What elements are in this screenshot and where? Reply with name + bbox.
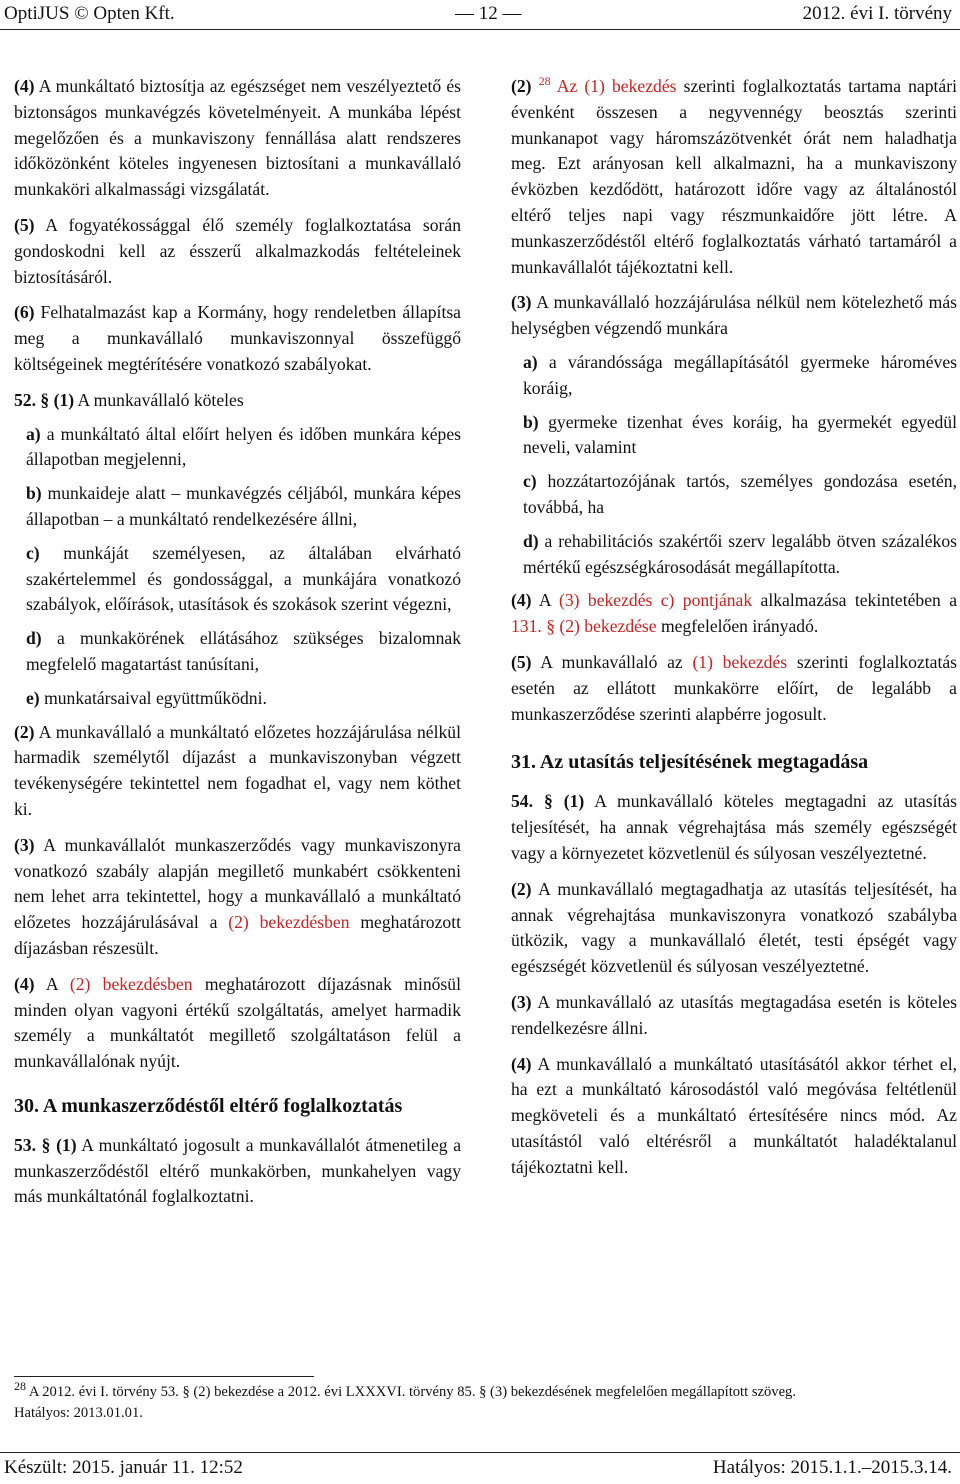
section-53-list xyxy=(511,350,957,580)
section-54-p1: 54. § (1) A munkavállaló köteles megtagadni az utasítás teljesítését, ha annak végrehajtása más személy egészségét vagy a környezetet közvetlenül és súlyosan veszélyeztetné. xyxy=(511,791,957,863)
header-rule xyxy=(0,29,960,30)
list-item-text: munkáját személyesen, az általában elvárható szakértelemmel és gondossággal, a munkájára vonatkozó szabályok, előírások, utasítások és szokások szerint végezni, xyxy=(26,542,462,615)
list-item-text: a munkáltató által előírt helyen és időben munkára képes állapotban megjelenni, xyxy=(26,423,461,470)
list-item-text: munkatársaival együttműködni. xyxy=(44,687,267,708)
list-item xyxy=(14,686,461,712)
paragraph-4: (4) A munkáltató biztosítja az egészséget nem veszélyeztető és biztonságos munkavégzés követelményeit. A munkába lépést megelőzően és a munkaviszony fennállása alatt rendszeres időközönként köteles ingyenesen biztosítani a munkavállaló munkaköri alkalmassági vizsgálatát. xyxy=(14,76,461,200)
list-item xyxy=(511,469,957,521)
list-item xyxy=(14,481,461,533)
section-53-p1: 53. § (1) A munkáltató jogosult a munkavállalót átmenetileg a munkaszerződéstől eltérő munkakörben, munkahelyen vagy más munkáltatónál foglalkoztatni. xyxy=(14,1134,462,1207)
list-item-letter: c) xyxy=(26,542,40,563)
link-2-bekezdes[interactable]: (2) bekezdésben xyxy=(69,973,193,994)
page-header xyxy=(0,0,960,28)
footnote-text: $^{28}$ A 2012. évi I. törvény 53. § (2) bekezdése a 2012. évi LXXXVI. törvény 85. § (3) bekezdésének megfelelően megállapított szöveg. xyxy=(14,1379,796,1400)
right-column xyxy=(511,74,957,1190)
list-item xyxy=(14,541,461,618)
list-item-letter: b) xyxy=(523,411,539,432)
section-52-p1: 52. § (1) A munkavállaló köteles xyxy=(14,389,244,410)
paragraph-6: (6) Felhatalmazást kap a Kormány, hogy rendeletben állapítsa meg a munkavállaló munkaviszonnyal összefüggő költségeinek megtérítésére vonatkozó szabályokat. xyxy=(14,302,461,374)
heading-30: 30. A munkaszerződéstől eltérő foglalkoztatás xyxy=(14,1094,403,1117)
list-item-letter: d) xyxy=(523,530,539,551)
section-53-p4: (4) A (3) bekezdés c) pontjának alkalmazása tekintetében a 131. § (2) bekezdése megfelelően irányadó. xyxy=(511,590,957,637)
footer-created: Készült: 2015. január 11. 12:52 xyxy=(4,1457,243,1478)
section-52-list xyxy=(14,422,461,712)
list-item-letter: e) xyxy=(26,687,40,708)
footer-rule xyxy=(0,1452,960,1453)
footnote xyxy=(14,1379,954,1424)
list-item xyxy=(511,529,957,581)
section-53-p5: (5) A munkavállaló az (1) bekezdés szerinti foglalkoztatás esetén az ellátott munkakörre előírt, de legalább a munkaszerződése szerinti alapbérre jogosult. xyxy=(511,651,958,724)
link-2-bekezdes[interactable]: (2) bekezdésben xyxy=(228,912,350,933)
section-54-p4: (4) A munkavállaló a munkáltató utasításától akkor térhet el, ha ezt a munkáltató károsodástól való megóvása feltétlenül megköveteli és a munkáltató értesítésére nincs mód. Az utasítástól való eltérésről a munkáltatót haladéktalanul tájékoztatni kell. xyxy=(511,1053,957,1177)
list-item-text: a várandóssága megállapításától gyermeke hároméves koráig, xyxy=(523,351,957,398)
paragraph-5: (5) A fogyatékossággal élő személy foglalkoztatása során gondoskodni kell az ésszerű alkalmazkodás feltételeinek biztosításáról. xyxy=(14,214,461,287)
section-52-p3: (3) A munkavállalót munkaszerződés vagy munkaviszonyra vonatkozó szabály alapján megillető munkabért csökkenteni nem lehet arra tekintettel, hogy a munkavállaló a munkáltató előzetes hozzájárulásával a (2) bekezdésben meghatározott díjazásban részesült. xyxy=(14,834,461,958)
list-item xyxy=(511,350,957,402)
section-54-p3: (3) A munkavállaló az utasítás megtagadása esetén is köteles rendelkezésre állni. xyxy=(511,991,957,1038)
header-publisher: OptiJUS © Opten Kft. xyxy=(4,3,175,24)
list-item-text: a rehabilitációs szakértői szerv legalább ötven százalékos mértékű egészségkárosodását megállapította. xyxy=(523,530,957,577)
link-1-bekezdes[interactable]: Az (1) bekezdés xyxy=(556,76,677,96)
list-item-letter: c) xyxy=(523,471,537,492)
section-53-p2: (2) $^{28}$ Az (1) bekezdés szerinti foglalkoztatás tartama naptári évenként összesen a negyvennégy beosztás szerinti munkanapot vagy háromszázötvenkét órát nem haladhatja meg. Ezt arányosan kell alkalmazni, ha a munkaviszony évközben kezdődött, határozott időre vagy az általánostól eltérő teljes napi vagy részmunkaidőre jött létre. A munkaszerződéstől eltérő foglalkoztatás várható tartamáról a munkavállalót tájékoztatni kell. xyxy=(511,74,957,277)
header-page-number: — 12 — xyxy=(455,3,522,24)
footnote-ref[interactable]: 28 xyxy=(538,74,551,89)
footnote-effective: Hatályos: 2013.01.01. xyxy=(14,1405,143,1421)
left-column xyxy=(14,74,461,1220)
list-item-text: a munkakörének ellátásához szükséges bizalomnak megfelelő magatartást tanúsítani, xyxy=(26,628,461,674)
list-item-letter: a) xyxy=(26,423,41,444)
list-item xyxy=(14,422,461,474)
footnote-rule xyxy=(14,1376,314,1377)
section-52-p2: (2) A munkavállaló a munkáltató előzetes hozzájárulása nélkül harmadik személytől díjazást a munkaviszonyban végzett tevékenységére tekintettel nem fogadhat el, vagy nem köthet ki. xyxy=(14,721,461,819)
heading-31: 31. Az utasítás teljesítésének megtagadása xyxy=(511,751,869,774)
list-item xyxy=(14,626,461,678)
link-1-bekezdes[interactable]: (1) bekezdés xyxy=(692,651,788,672)
list-item-letter: d) xyxy=(26,628,42,649)
list-item-letter: a) xyxy=(523,351,538,372)
link-3-bekezdes-c[interactable]: (3) bekezdés c) pontjának xyxy=(559,590,753,611)
link-131-2[interactable]: 131. § (2) bekezdése xyxy=(511,616,657,637)
footer-effective: Hatályos: 2015.1.1.–2015.3.14. xyxy=(712,1457,952,1478)
list-item-letter: b) xyxy=(26,483,42,504)
section-54-p2: (2) A munkavállaló megtagadhatja az utasítás teljesítését, ha annak végrehajtása munkaviszonyra vonatkozó szabályba ütközik, vagy a munkavállaló életét, testi épségét vagy egészségét közvetlenül és súlyosan veszélyeztetné. xyxy=(511,878,957,977)
header-law-title: 2012. évi I. törvény xyxy=(802,3,952,24)
list-item xyxy=(511,410,957,462)
section-52-p4: (4) A (2) bekezdésben meghatározott díjazásnak minősül minden olyan vagyoni értékű szolgáltatás, amelyet harmadik személy a munkáltatót megillető szolgáltatáson felül a munkavállalónak nyújt. xyxy=(14,973,461,1072)
list-item-text: gyermeke tizenhat éves koráig, ha gyermekét egyedül neveli, valamint xyxy=(523,411,957,458)
list-item-text: munkaideje alatt – munkavégzés céljából, munkára képes állapotban – a munkáltató rendelkezésére állni, xyxy=(26,483,461,529)
list-item-text: hozzátartozójának tartós, személyes gondozása esetén, továbbá, ha xyxy=(523,471,957,517)
section-53-p3: (3) A munkavállaló hozzájárulása nélkül nem kötelezhető más helységben végzendő munkára xyxy=(511,292,957,339)
